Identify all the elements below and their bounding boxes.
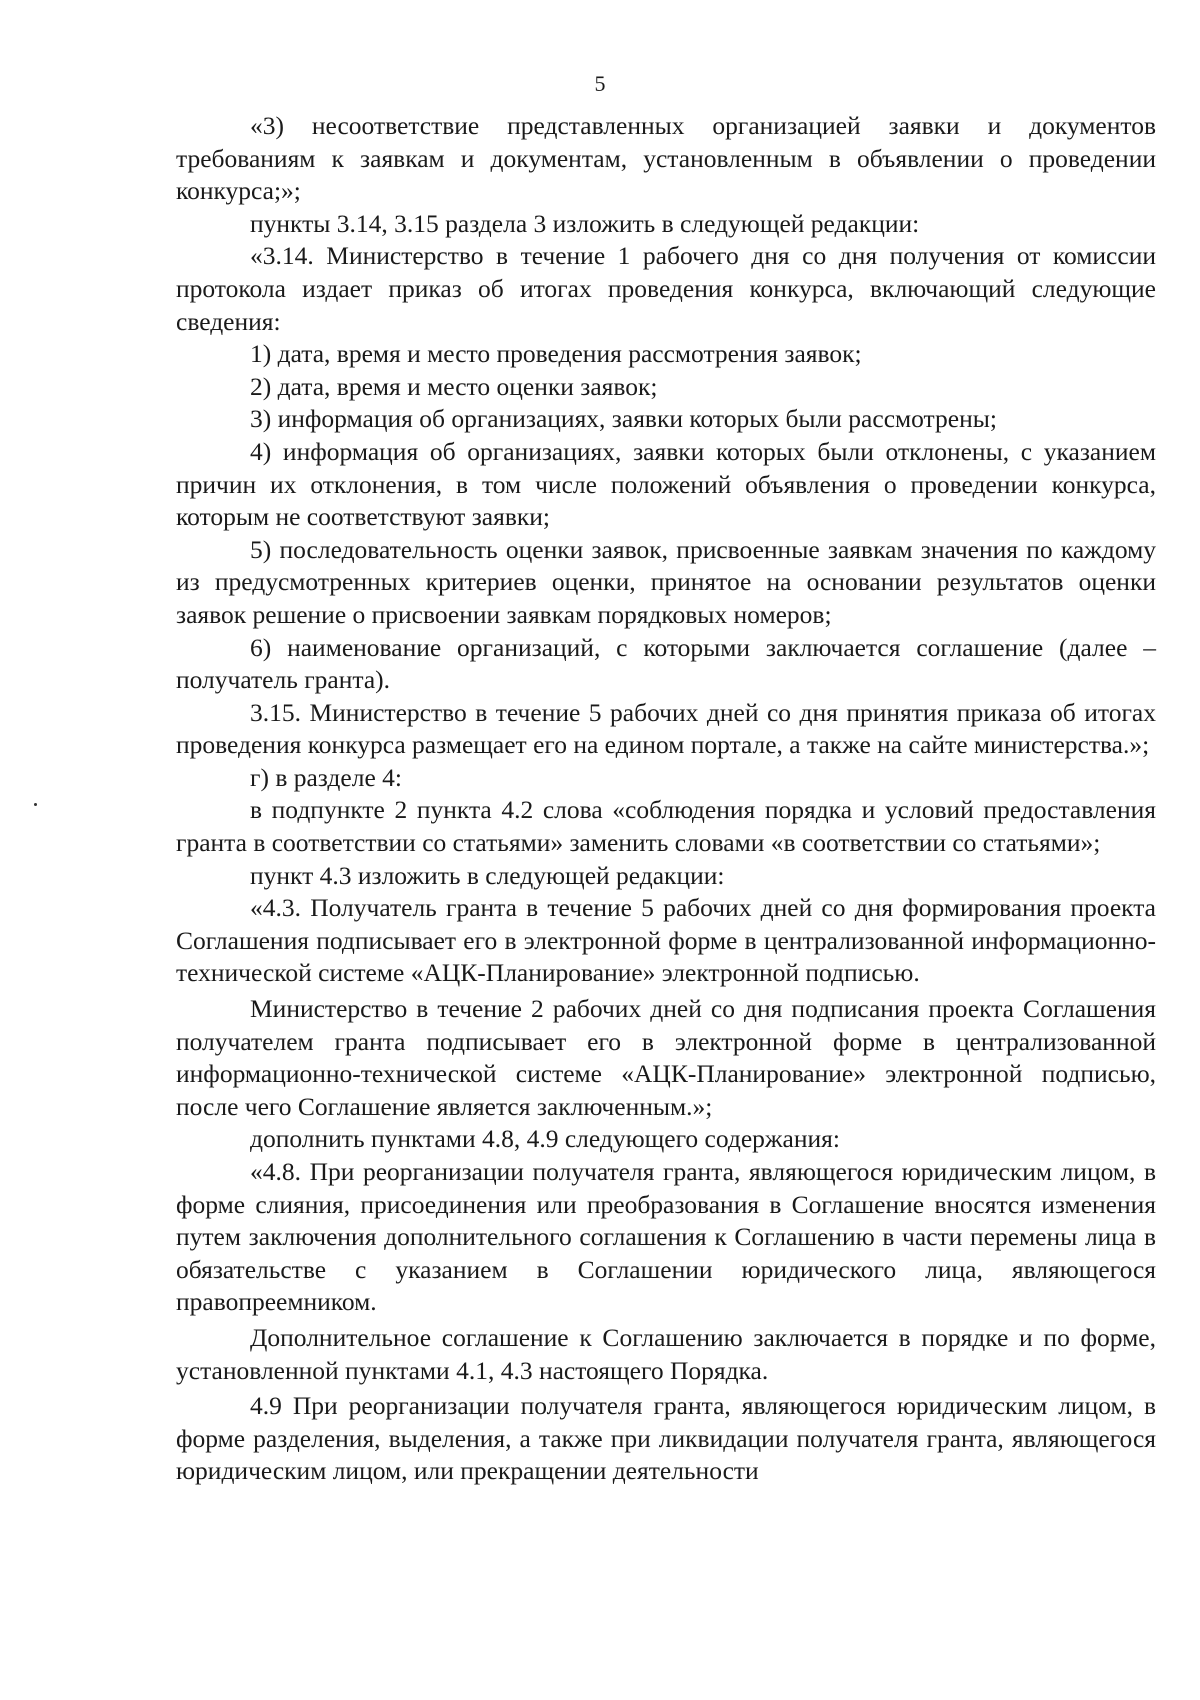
paragraph-3-15: 3.15. Министерство в течение 5 рабочих дней со дня принятия приказа об итогах проведения конкурса размещает его на едином портале, а также на сайте министерства.»; <box>176 697 1156 760</box>
paragraph-supplementary-agreement: Дополнительное соглашение к Соглашению заключается в порядке и по форме, установленной пунктами 4.1, 4.3 настоящего Порядка. <box>176 1322 1156 1385</box>
scan-speck <box>34 803 37 806</box>
paragraph-instruction-4-8-4-9: дополнить пунктами 4.8, 4.9 следующего содержания: <box>250 1124 840 1154</box>
document-body <box>176 110 1156 1488</box>
list-item-3: 3) информация об организациях, заявки которых были рассмотрены; <box>250 404 997 434</box>
list-item-5: 5) последовательность оценки заявок, присвоенные заявкам значения по каждому из предусмотренных критериев оценки, принятое на основании результатов оценки заявок решение о присвоении заявкам порядковых номеров; <box>176 534 1156 629</box>
paragraph-section-4: г) в разделе 4: <box>250 762 402 792</box>
paragraph-instruction-3-14-3-15: пункты 3.14, 3.15 раздела 3 изложить в следующей редакции: <box>250 208 920 238</box>
paragraph-4-9: 4.9 При реорганизации получателя гранта, являющегося юридическим лицом, в форме разделения, выделения, а также при ликвидации получателя гранта, являющегося юридическим лицом, или прекращении деятельности <box>176 1391 1156 1486</box>
paragraph-3-14: «3.14. Министерство в течение 1 рабочего дня со дня получения от комиссии протокола издает приказ об итогах проведения конкурса, включающий следующие сведения: <box>176 241 1156 336</box>
list-item-6: 6) наименование организаций, с которыми заключается соглашение (далее – получатель гранта). <box>176 632 1156 695</box>
paragraph-4-2-amendment: в подпункте 2 пункта 4.2 слова «соблюдения порядка и условий предоставления гранта в соответствии со статьями» заменить словами «в соответствии со статьями»; <box>176 795 1156 858</box>
paragraph-instruction-4-3: пункт 4.3 изложить в следующей редакции: <box>250 860 725 890</box>
paragraph-ministry-signing: Министерство в течение 2 рабочих дней со дня подписания проекта Соглашения получателем гранта подписывает его в электронной форме в централизованной информационно-технической системе «АЦК-Планирование» электронной подписью, после чего Соглашение является заключенным.»; <box>176 994 1156 1121</box>
list-item-4: 4) информация об организациях, заявки которых были отклонены, с указанием причин их отклонения, в том числе положений объявления о проведении конкурса, которым не соответствуют заявки; <box>176 436 1156 532</box>
list-item-2: 2) дата, время и место оценки заявок; <box>250 371 658 401</box>
paragraph-clause-3: «3) несоответствие представленных организацией заявки и документов требованиям к заявкам и документам, установленным в объявлении о проведении конкурса;»; <box>176 111 1156 206</box>
list-item-1: 1) дата, время и место проведения рассмотрения заявок; <box>250 339 862 369</box>
page-number: 5 <box>594 71 606 96</box>
paragraph-4-8: «4.8. При реорганизации получателя гранта, являющегося юридическим лицом, в форме слияния, присоединения или преобразования в Соглашение вносятся изменения путем заключения дополнительного соглашения к Соглашению в части перемены лица в обязательстве с указанием в Соглашении юридического лица, являющегося правопреемником. <box>176 1157 1156 1317</box>
paragraph-4-3: «4.3. Получатель гранта в течение 5 рабочих дней со дня формирования проекта Соглашения подписывает его в электронной форме в централизованной информационно-технической системе «АЦК-Планирование» электронной подписью. <box>176 893 1156 988</box>
